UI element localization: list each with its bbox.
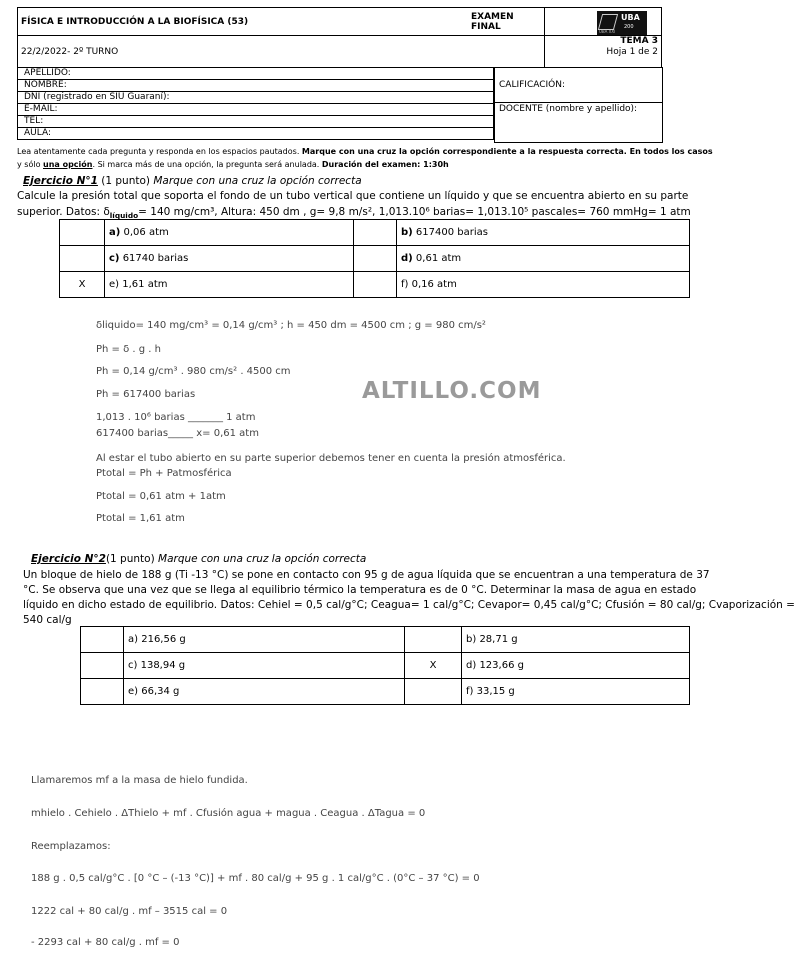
ex2-mark-a[interactable] xyxy=(81,627,124,653)
ex2-option-a[interactable]: a) 216,56 g xyxy=(124,627,405,653)
ex2-title-line: Ejercicio N°2(1 punto) Marque con una cruz la opción correcta xyxy=(31,553,367,565)
ex2-option-b[interactable]: b) 28,71 g xyxy=(462,627,690,653)
calificacion-box[interactable] xyxy=(494,67,663,103)
ex2-solution-2: mhielo . Cehielo . ΔThielo + mf . Cfusión agua + magua . Ceagua . ΔTagua = 0 xyxy=(31,808,426,819)
uba-logo-mark-icon xyxy=(598,14,618,30)
field-dni[interactable]: DNI (registrado en SIU Guaraní): xyxy=(17,91,494,103)
ex1-title-line: Ejercicio N°1 (1 punto) Marque con una cruz la opción correcta xyxy=(23,175,362,187)
ex2-options-table xyxy=(80,626,690,705)
ex2-mark-e[interactable] xyxy=(81,679,124,705)
field-tel[interactable]: TEL: xyxy=(17,115,494,127)
hoja-label: Hoja 1 de 2 xyxy=(606,47,658,57)
ex2-solution-3: Reemplazamos: xyxy=(31,841,111,852)
ex1-option-d[interactable]: d) 0,61 atm xyxy=(397,246,690,272)
ex2-option-d[interactable]: d) 123,66 g xyxy=(462,653,690,679)
ex1-mark-a[interactable] xyxy=(60,220,105,246)
ex1-option-e[interactable]: e) 1,61 atm xyxy=(105,272,354,298)
ex1-solution-6: 617400 barias_____ x= 0,61 atm xyxy=(96,428,259,439)
ex2-solution-4: 188 g . 0,5 cal/g°C . [0 °C – (-13 °C)] + mf . 80 cal/g + 95 g . 1 cal/g°C . (0°C – 37 °C) = 0 xyxy=(31,873,480,884)
ex1-solution-2: Ph = δ . g . h xyxy=(96,344,161,355)
altillo-watermark: ALTILLO.COM xyxy=(362,378,542,404)
calificacion-label: CALIFICACIÓN: xyxy=(499,80,566,90)
ex1-statement-2: superior. Datos: $\delta_{líquido}= 140$ mg/cm³, Altura: 450 dm , g= 9,8 m/s², 1,013.10⁶ barias= 1,013.10⁵ pascales= 760 mmHg= 1 atm xyxy=(17,206,691,221)
ex1-mark-b[interactable] xyxy=(354,220,397,246)
uba-logo: UBA 200 UBA XXI xyxy=(597,11,647,35)
course-title: FÍSICA E INTRODUCCIÓN A LA BIOFÍSICA (53) xyxy=(18,8,469,36)
ex1-option-f[interactable]: f) 0,16 atm xyxy=(397,272,690,298)
ex2-mark-b[interactable] xyxy=(405,627,462,653)
ex1-solution-9: Ptotal = 0,61 atm + 1atm xyxy=(96,491,226,502)
ex1-solution-10: Ptotal = 1,61 atm xyxy=(96,513,185,524)
ex1-options-table xyxy=(59,219,690,298)
ex2-solution-1: Llamaremos mf a la masa de hielo fundida. xyxy=(31,775,248,786)
ex2-solution-5: 1222 cal + 80 cal/g . mf – 3515 cal = 0 xyxy=(31,906,228,917)
field-apellido[interactable]: APELLIDO: xyxy=(17,67,494,79)
ex1-mark-f[interactable] xyxy=(354,272,397,298)
ex2-statement-3: líquido en dicho estado de equilibrio. Datos: Cehiel = 0,5 cal/g°C; Ceagua= 1 cal/g°C; Cevapor= 0,45 cal/g°C; Cfusión = 80 cal/g; Cvaporización = xyxy=(23,599,795,611)
ex1-statement-1: Calcule la presión total que soporta el fondo de un tubo vertical que contiene un líquido y que se encuentra abierto en su parte xyxy=(17,190,689,202)
docente-box[interactable] xyxy=(494,101,663,143)
ex1-solution-8: Ptotal = Ph + Patmosférica xyxy=(96,468,232,479)
ex1-solution-5: 1,013 . 10⁶ barias _______ 1 atm xyxy=(96,412,256,423)
tema-label: TEMA 3 xyxy=(620,36,658,46)
ex2-option-c[interactable]: c) 138,94 g xyxy=(124,653,405,679)
docente-label: DOCENTE (nombre y apellido): xyxy=(499,104,638,114)
ex2-mark-c[interactable] xyxy=(81,653,124,679)
field-aula[interactable]: AULA: xyxy=(17,127,494,140)
ex1-mark-c[interactable] xyxy=(60,246,105,272)
ex1-solution-3: Ph = 0,14 g/cm³ . 980 cm/s² . 4500 cm xyxy=(96,366,291,377)
ex1-mark-e[interactable]: X xyxy=(60,272,105,298)
ex2-statement-2: °C. Se observa que una vez que se llega al equilibrio térmico la temperatura es de 0 °C. Determinar la masa de agua en estado xyxy=(23,584,697,596)
ex1-title: Ejercicio N°1 xyxy=(23,175,98,187)
ex1-option-a[interactable]: a) 0,06 atm xyxy=(105,220,354,246)
ex1-option-b[interactable]: b) 617400 barias xyxy=(397,220,690,246)
ex1-option-c[interactable]: c) 61740 barias xyxy=(105,246,354,272)
ex2-statement-4: 540 cal/g xyxy=(23,614,72,626)
ex1-solution-7: Al estar el tubo abierto en su parte superior debemos tener en cuenta la presión atmosférica. xyxy=(96,453,566,464)
ex2-option-f[interactable]: f) 33,15 g xyxy=(462,679,690,705)
ex2-option-e[interactable]: e) 66,34 g xyxy=(124,679,405,705)
exam-type: EXAMEN FINAL xyxy=(468,8,545,36)
instructions-line-2: y sólo una opción. Si marca más de una opción, la pregunta será anulada. Duración del examen: 1:30h xyxy=(17,160,449,169)
ex1-mark-d[interactable] xyxy=(354,246,397,272)
ex1-solution-4: Ph = 617400 barias xyxy=(96,389,196,400)
ex1-solution-1: δliquido= 140 mg/cm³ = 0,14 g/cm³ ; h = 450 dm = 4500 cm ; g = 980 cm/s² xyxy=(96,320,486,331)
date-turn: 22/2/2022- 2º TURNO xyxy=(18,36,545,68)
student-fields xyxy=(17,67,494,140)
ex2-mark-f[interactable] xyxy=(405,679,462,705)
field-email[interactable]: E-MAIL: xyxy=(17,103,494,115)
ex2-statement-1: Un bloque de hielo de 188 g (Ti -13 °C) se pone en contacto con 95 g de agua líquida que se encuentran a una temperatura de 37 xyxy=(23,569,710,581)
exam-header xyxy=(17,7,662,68)
field-nombre[interactable]: NOMBRE: xyxy=(17,79,494,91)
ex2-solution-6: - 2293 cal + 80 cal/g . mf = 0 xyxy=(31,937,180,948)
ex2-mark-d[interactable]: X xyxy=(405,653,462,679)
instructions-line-1: Lea atentamente cada pregunta y responda en los espacios pautados. Marque con una cruz la opción correspondiente a la respuesta correcta. En todos los casos xyxy=(17,147,713,156)
ex2-title: Ejercicio N°2 xyxy=(31,553,106,565)
